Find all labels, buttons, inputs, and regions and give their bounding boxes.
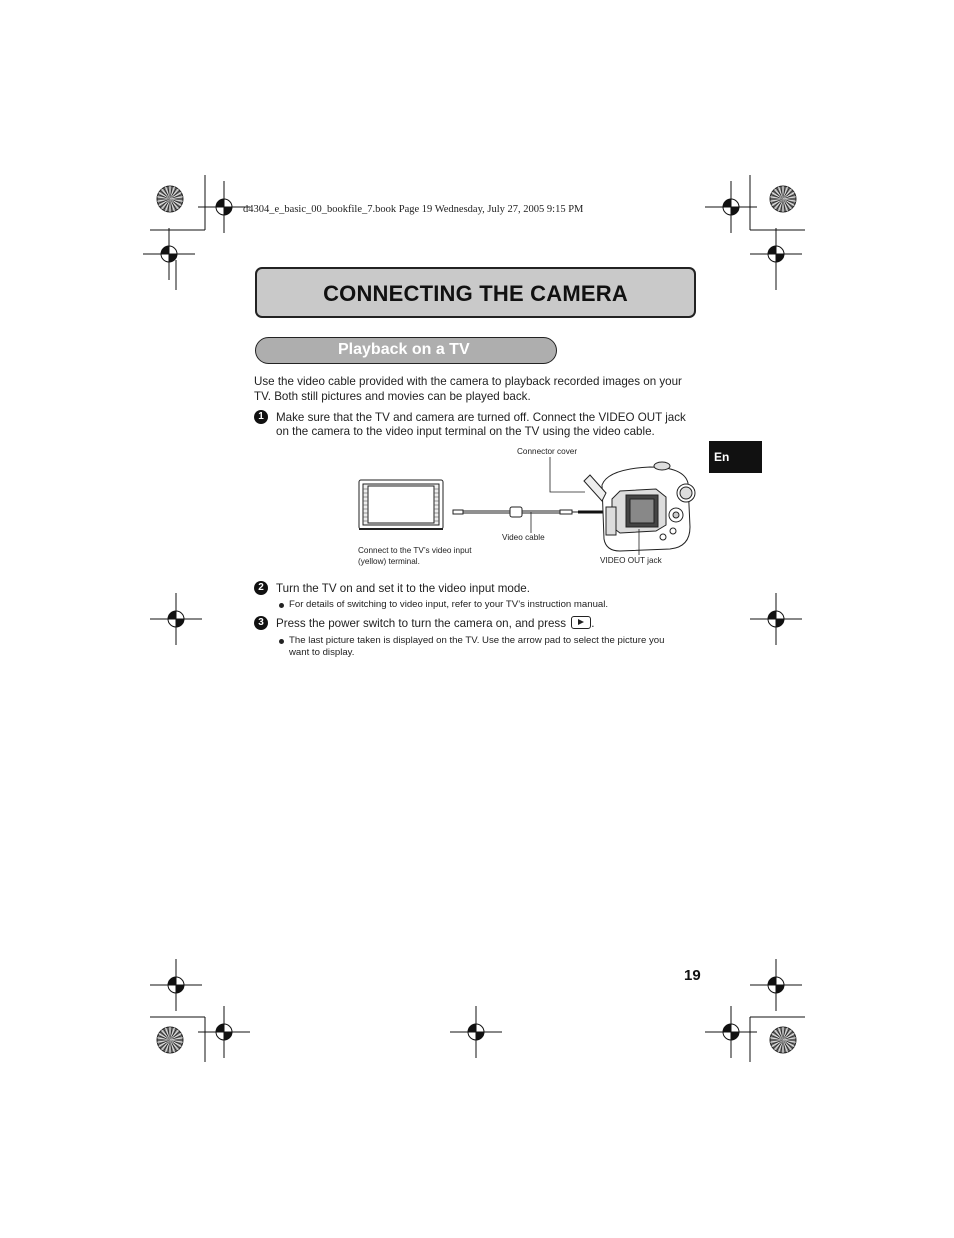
bullet-dot-icon [279,639,284,644]
step-3-period: . [591,617,595,630]
step-2-bullet: For details of switching to video input, refer to your TV’s instruction manual. [289,599,609,610]
language-tab-label: En [714,450,730,464]
connector-cover-label: Connector cover [517,447,578,456]
playback-button-icon [571,616,591,629]
step-3-number-icon: 3 [254,616,268,630]
video-cable-label: Video cable [502,533,545,542]
registration-starburst-icon [770,1027,796,1053]
step-1-number-icon: 1 [254,410,268,424]
registration-crosshair-icon [750,959,802,1011]
registration-crosshair-icon [450,1006,502,1058]
registration-crosshair-icon [143,228,195,280]
step-2-line-1: Turn the TV on and set it to the video input mode. [276,582,530,595]
registration-crosshair-icon [705,181,757,233]
video-out-jack-label: VIDEO OUT jack [600,556,662,565]
file-info-header: d4304_e_basic_00_bookfile_7.book Page 19 Wednesday, July 27, 2005 9:15 PM [243,204,584,215]
step-1-line-2: on the camera to the video input terminal on the TV using the video cable. [276,425,655,438]
video-cable-illustration [453,507,582,517]
step-1-line-1: Make sure that the TV and camera are turned off. Connect the VIDEO OUT jack [276,411,686,424]
registration-starburst-icon [157,186,183,212]
registration-crosshair-icon [150,959,202,1011]
intro-line-2: TV. Both still pictures and movies can be played back. [254,390,531,403]
registration-crosshair-icon [198,1006,250,1058]
camera-illustration [584,462,695,551]
chapter-title-box [255,267,696,318]
chapter-title: CONNECTING THE CAMERA [323,281,628,306]
registration-crosshair-icon [150,593,202,645]
step-3-bullet-line-2: want to display. [289,647,355,658]
tv-illustration [359,480,443,529]
step-2-number-icon: 2 [254,581,268,595]
section-title: Playback on a TV [338,341,470,358]
bullet-dot-icon [279,603,284,608]
language-tab [709,441,762,473]
tv-connection-label-line-1: Connect to the TV’s video input [358,546,472,555]
section-title-box [255,337,557,364]
tv-connection-label-line-2: (yellow) terminal. [358,557,420,566]
page-number: 19 [684,967,701,984]
step-3-line [276,616,594,631]
registration-crosshair-icon [705,1006,757,1058]
registration-starburst-icon [770,186,796,212]
registration-starburst-icon [157,1027,183,1053]
step-3-bullet-line-1: The last picture taken is displayed on the TV. Use the arrow pad to select the picture you [289,635,665,646]
step-3-text: Press the power switch to turn the camera on, and press [276,617,566,630]
intro-line-1: Use the video cable provided with the camera to playback recorded images on your [254,375,682,388]
registration-crosshair-icon [750,593,802,645]
